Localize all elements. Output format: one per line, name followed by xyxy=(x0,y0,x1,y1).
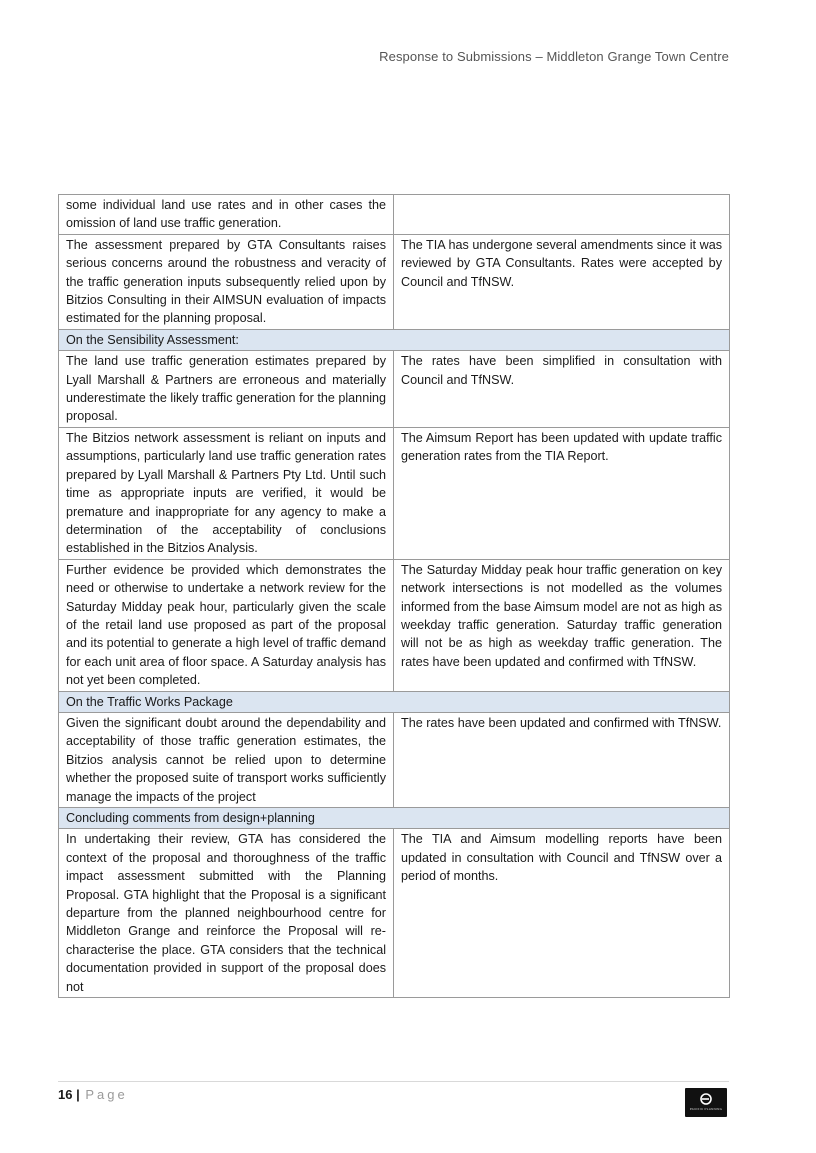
page-number-separator: | xyxy=(76,1087,80,1102)
logo-mark-icon xyxy=(700,1093,712,1105)
table-row xyxy=(59,829,730,998)
response-cell: The rates have been simplified in consultation with Council and TfNSW. xyxy=(394,351,730,428)
table-row xyxy=(59,195,730,235)
submission-comment-cell: some individual land use rates and in other cases the omission of land use traffic generation. xyxy=(59,195,394,235)
table-row xyxy=(59,427,730,559)
table-row xyxy=(59,234,730,329)
table-row xyxy=(59,559,730,691)
submission-comment-cell: In undertaking their review, GTA has considered the context of the proposal and thoroughness of the traffic impact assessment submitted with the Planning Proposal. GTA highlight that the Proposal is a significant departure from the planned neighbourhood centre for Middleton Grange and reinforce the Proposal will re-characterise the place. GTA considers that the technical documentation provided in support of the proposal does not xyxy=(59,829,394,998)
section-heading-row xyxy=(59,691,730,712)
section-heading: On the Sensibility Assessment: xyxy=(59,329,730,350)
table-row xyxy=(59,351,730,428)
submission-comment-cell: The Bitzios network assessment is reliant on inputs and assumptions, particularly land use traffic generation rates prepared by Lyall Marshall & Partners Pty Ltd. Until such time as appropriate inputs are verified, it would be premature and inappropriate for any agency to make a determination of the acceptability of conclusions established in the Bitzios Analysis. xyxy=(59,427,394,559)
section-heading-row xyxy=(59,329,730,350)
response-table xyxy=(58,194,730,998)
submission-comment-cell: The land use traffic generation estimates prepared by Lyall Marshall & Partners are erroneous and materially underestimate the likely traffic generation for the planning proposal. xyxy=(59,351,394,428)
page-word: Page xyxy=(85,1087,128,1102)
section-heading-row xyxy=(59,808,730,829)
response-cell: The TIA has undergone several amendments since it was reviewed by GTA Consultants. Rates were accepted by Council and TfNSW. xyxy=(394,234,730,329)
submission-comment-cell: Given the significant doubt around the dependability and acceptability of those traffic generation estimates, the Bitzios analysis cannot be relied upon to determine whether the proposed suite of transport works sufficiently manage the impacts of the project xyxy=(59,712,394,807)
company-logo xyxy=(685,1088,727,1117)
response-cell xyxy=(394,195,730,235)
logo-text: PACIFIC PLANNING xyxy=(689,1107,723,1111)
response-cell: The Saturday Midday peak hour traffic generation on key network intersections is not modelled as the volumes informed from the base Aimsum model are not as high as weekday traffic generation. Saturday traffic generation will not be as high as weekday traffic generation. The rates have been updated and confirmed with TfNSW. xyxy=(394,559,730,691)
footer-divider xyxy=(58,1081,729,1082)
submission-comment-cell: Further evidence be provided which demonstrates the need or otherwise to undertake a network review for the Saturday Midday peak hour, particularly given the scale of the retail land use proposed as part of the proposal and its potential to generate a high level of traffic demand for each unit area of floor space. A Saturday analysis has not yet been completed. xyxy=(59,559,394,691)
page-number-value: 16 xyxy=(58,1087,73,1102)
section-heading: Concluding comments from design+planning xyxy=(59,808,730,829)
response-cell: The rates have been updated and confirmed with TfNSW. xyxy=(394,712,730,807)
table-row xyxy=(59,712,730,807)
page-number xyxy=(58,1087,128,1102)
section-heading: On the Traffic Works Package xyxy=(59,691,730,712)
submission-comment-cell: The assessment prepared by GTA Consultants raises serious concerns around the robustness and veracity of the traffic generation inputs subsequently relied upon by Bitzios Consulting in their AIMSUN evaluation of impacts estimated for the planning proposal. xyxy=(59,234,394,329)
response-cell: The TIA and Aimsum modelling reports have been updated in consultation with Council and TfNSW over a period of months. xyxy=(394,829,730,998)
response-cell: The Aimsum Report has been updated with update traffic generation rates from the TIA Report. xyxy=(394,427,730,559)
running-header: Response to Submissions – Middleton Grange Town Centre xyxy=(379,49,729,64)
response-table-body xyxy=(59,195,730,998)
